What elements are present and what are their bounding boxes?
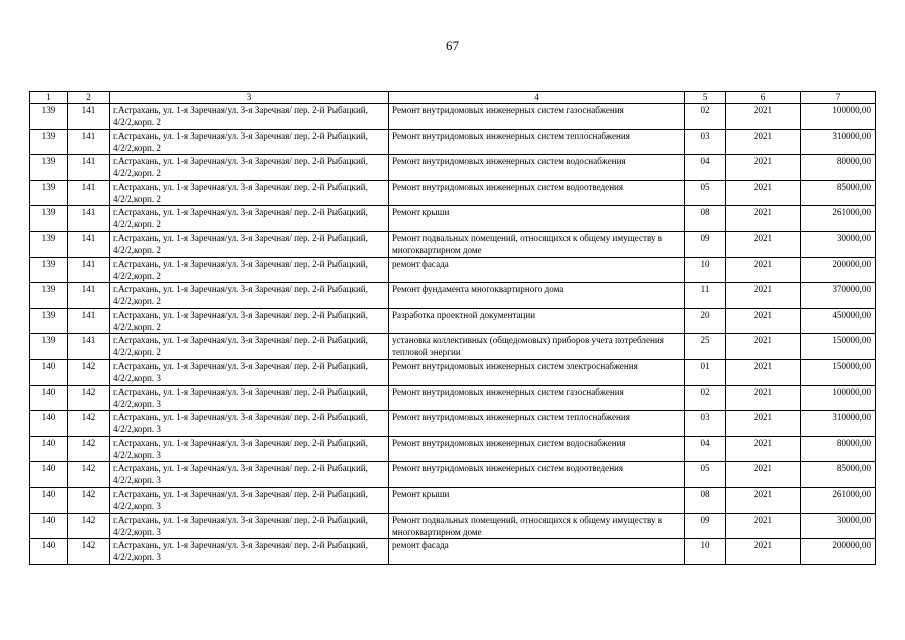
- work-code-cell: 02: [685, 104, 726, 130]
- row-number-cell: 140: [30, 487, 68, 513]
- amount-cell: 261000,00: [801, 206, 876, 232]
- address-cell: г.Астрахань, ул. 1-я Заречная/ул. 3-я Заречная/ пер. 2-й Рыбацкий, 4/2/2,корп. 3: [110, 359, 389, 385]
- work-type-cell: установка коллективных (общедомовых) приборов учета потребления тепловой энергии: [389, 334, 685, 360]
- row-number-cell: 139: [30, 206, 68, 232]
- page-number: 67: [446, 38, 459, 53]
- work-code-cell: 10: [685, 539, 726, 565]
- work-type-cell: ремонт фасада: [389, 257, 685, 283]
- amount-cell: 150000,00: [801, 359, 876, 385]
- address-cell: г.Астрахань, ул. 1-я Заречная/ул. 3-я Заречная/ пер. 2-й Рыбацкий, 4/2/2,корп. 2: [110, 206, 389, 232]
- year-cell: 2021: [726, 231, 801, 257]
- object-number-cell: 141: [68, 334, 110, 360]
- address-cell: г.Астрахань, ул. 1-я Заречная/ул. 3-я Заречная/ пер. 2-й Рыбацкий, 4/2/2,корп. 3: [110, 487, 389, 513]
- work-type-cell: Ремонт крыши: [389, 487, 685, 513]
- work-type-cell: Разработка проектной документации: [389, 308, 685, 334]
- work-code-cell: 01: [685, 359, 726, 385]
- table-row: [30, 155, 876, 181]
- object-number-cell: 142: [68, 539, 110, 565]
- object-number-cell: 141: [68, 231, 110, 257]
- table-row: [30, 283, 876, 309]
- amount-cell: 100000,00: [801, 104, 876, 130]
- amount-cell: 30000,00: [801, 513, 876, 539]
- work-type-cell: Ремонт подвальных помещений, относящихся к общему имуществу в многоквартирном доме: [389, 513, 685, 539]
- work-code-cell: 08: [685, 206, 726, 232]
- object-number-cell: 142: [68, 513, 110, 539]
- object-number-cell: 141: [68, 104, 110, 130]
- row-number-cell: 140: [30, 411, 68, 437]
- amount-cell: 85000,00: [801, 462, 876, 488]
- address-cell: г.Астрахань, ул. 1-я Заречная/ул. 3-я Заречная/ пер. 2-й Рыбацкий, 4/2/2,корп. 3: [110, 385, 389, 411]
- work-code-cell: 04: [685, 155, 726, 181]
- year-cell: 2021: [726, 436, 801, 462]
- address-cell: г.Астрахань, ул. 1-я Заречная/ул. 3-я Заречная/ пер. 2-й Рыбацкий, 4/2/2,корп. 2: [110, 283, 389, 309]
- year-cell: 2021: [726, 513, 801, 539]
- year-cell: 2021: [726, 539, 801, 565]
- table-row: [30, 513, 876, 539]
- table-row: [30, 334, 876, 360]
- address-cell: г.Астрахань, ул. 1-я Заречная/ул. 3-я Заречная/ пер. 2-й Рыбацкий, 4/2/2,корп. 3: [110, 539, 389, 565]
- column-header: 1: [30, 92, 68, 104]
- work-code-cell: 09: [685, 513, 726, 539]
- table-row: [30, 104, 876, 130]
- address-cell: г.Астрахань, ул. 1-я Заречная/ул. 3-я Заречная/ пер. 2-й Рыбацкий, 4/2/2,корп. 2: [110, 129, 389, 155]
- work-type-cell: ремонт фасада: [389, 539, 685, 565]
- object-number-cell: 141: [68, 180, 110, 206]
- amount-cell: 200000,00: [801, 257, 876, 283]
- work-code-cell: 03: [685, 411, 726, 437]
- header-row: [30, 92, 876, 104]
- column-header: 5: [685, 92, 726, 104]
- object-number-cell: 141: [68, 257, 110, 283]
- table-row: [30, 129, 876, 155]
- row-number-cell: 139: [30, 155, 68, 181]
- row-number-cell: 140: [30, 462, 68, 488]
- table-row: [30, 462, 876, 488]
- row-number-cell: 140: [30, 513, 68, 539]
- year-cell: 2021: [726, 129, 801, 155]
- table-row: [30, 539, 876, 565]
- address-cell: г.Астрахань, ул. 1-я Заречная/ул. 3-я Заречная/ пер. 2-й Рыбацкий, 4/2/2,корп. 2: [110, 180, 389, 206]
- row-number-cell: 139: [30, 283, 68, 309]
- address-cell: г.Астрахань, ул. 1-я Заречная/ул. 3-я Заречная/ пер. 2-й Рыбацкий, 4/2/2,корп. 2: [110, 308, 389, 334]
- table-row: [30, 411, 876, 437]
- table-row: [30, 257, 876, 283]
- year-cell: 2021: [726, 411, 801, 437]
- column-header: 6: [726, 92, 801, 104]
- table-row: [30, 436, 876, 462]
- table-row: [30, 359, 876, 385]
- work-type-cell: Ремонт внутридомовых инженерных систем газоснабжения: [389, 104, 685, 130]
- row-number-cell: 139: [30, 231, 68, 257]
- work-type-cell: Ремонт внутридомовых инженерных систем газоснабжения: [389, 385, 685, 411]
- work-type-cell: Ремонт крыши: [389, 206, 685, 232]
- work-type-cell: Ремонт внутридомовых инженерных систем электроснабжения: [389, 359, 685, 385]
- address-cell: г.Астрахань, ул. 1-я Заречная/ул. 3-я Заречная/ пер. 2-й Рыбацкий, 4/2/2,корп. 2: [110, 104, 389, 130]
- work-code-cell: 08: [685, 487, 726, 513]
- work-code-cell: 10: [685, 257, 726, 283]
- object-number-cell: 141: [68, 283, 110, 309]
- work-code-cell: 04: [685, 436, 726, 462]
- address-cell: г.Астрахань, ул. 1-я Заречная/ул. 3-я Заречная/ пер. 2-й Рыбацкий, 4/2/2,корп. 2: [110, 155, 389, 181]
- work-code-cell: 03: [685, 129, 726, 155]
- work-code-cell: 02: [685, 385, 726, 411]
- work-code-cell: 09: [685, 231, 726, 257]
- table-row: [30, 487, 876, 513]
- amount-cell: 30000,00: [801, 231, 876, 257]
- year-cell: 2021: [726, 257, 801, 283]
- table-row: [30, 385, 876, 411]
- table-row: [30, 308, 876, 334]
- column-header: 4: [389, 92, 685, 104]
- column-header: 7: [801, 92, 876, 104]
- object-number-cell: 142: [68, 411, 110, 437]
- row-number-cell: 139: [30, 257, 68, 283]
- table-row: [30, 206, 876, 232]
- amount-cell: 80000,00: [801, 436, 876, 462]
- work-type-cell: Ремонт фундамента многоквартирного дома: [389, 283, 685, 309]
- year-cell: 2021: [726, 155, 801, 181]
- row-number-cell: 140: [30, 359, 68, 385]
- object-number-cell: 141: [68, 308, 110, 334]
- work-code-cell: 05: [685, 180, 726, 206]
- year-cell: 2021: [726, 462, 801, 488]
- column-header: 3: [110, 92, 389, 104]
- work-code-cell: 25: [685, 334, 726, 360]
- amount-cell: 200000,00: [801, 539, 876, 565]
- year-cell: 2021: [726, 104, 801, 130]
- object-number-cell: 142: [68, 487, 110, 513]
- year-cell: 2021: [726, 385, 801, 411]
- year-cell: 2021: [726, 487, 801, 513]
- work-type-cell: Ремонт внутридомовых инженерных систем водоотведения: [389, 462, 685, 488]
- address-cell: г.Астрахань, ул. 1-я Заречная/ул. 3-я Заречная/ пер. 2-й Рыбацкий, 4/2/2,корп. 3: [110, 411, 389, 437]
- amount-cell: 80000,00: [801, 155, 876, 181]
- object-number-cell: 141: [68, 206, 110, 232]
- work-code-cell: 20: [685, 308, 726, 334]
- work-type-cell: Ремонт внутридомовых инженерных систем водоснабжения: [389, 155, 685, 181]
- year-cell: 2021: [726, 334, 801, 360]
- amount-cell: 450000,00: [801, 308, 876, 334]
- address-cell: г.Астрахань, ул. 1-я Заречная/ул. 3-я Заречная/ пер. 2-й Рыбацкий, 4/2/2,корп. 3: [110, 513, 389, 539]
- year-cell: 2021: [726, 180, 801, 206]
- amount-cell: 310000,00: [801, 129, 876, 155]
- row-number-cell: 139: [30, 334, 68, 360]
- address-cell: г.Астрахань, ул. 1-я Заречная/ул. 3-я Заречная/ пер. 2-й Рыбацкий, 4/2/2,корп. 2: [110, 257, 389, 283]
- work-type-cell: Ремонт внутридомовых инженерных систем теплоснабжения: [389, 411, 685, 437]
- work-type-cell: Ремонт внутридомовых инженерных систем водоотведения: [389, 180, 685, 206]
- work-code-cell: 05: [685, 462, 726, 488]
- row-number-cell: 140: [30, 539, 68, 565]
- address-cell: г.Астрахань, ул. 1-я Заречная/ул. 3-я Заречная/ пер. 2-й Рыбацкий, 4/2/2,корп. 2: [110, 334, 389, 360]
- object-number-cell: 142: [68, 436, 110, 462]
- address-cell: г.Астрахань, ул. 1-я Заречная/ул. 3-я Заречная/ пер. 2-й Рыбацкий, 4/2/2,корп. 2: [110, 231, 389, 257]
- amount-cell: 150000,00: [801, 334, 876, 360]
- column-header: 2: [68, 92, 110, 104]
- amount-cell: 85000,00: [801, 180, 876, 206]
- work-type-cell: Ремонт внутридомовых инженерных систем теплоснабжения: [389, 129, 685, 155]
- row-number-cell: 139: [30, 129, 68, 155]
- table-row: [30, 180, 876, 206]
- row-number-cell: 139: [30, 308, 68, 334]
- object-number-cell: 141: [68, 129, 110, 155]
- object-number-cell: 142: [68, 462, 110, 488]
- year-cell: 2021: [726, 206, 801, 232]
- amount-cell: 261000,00: [801, 487, 876, 513]
- amount-cell: 310000,00: [801, 411, 876, 437]
- object-number-cell: 142: [68, 385, 110, 411]
- amount-cell: 100000,00: [801, 385, 876, 411]
- works-table: [29, 91, 876, 565]
- work-type-cell: Ремонт внутридомовых инженерных систем водоснабжения: [389, 436, 685, 462]
- row-number-cell: 140: [30, 436, 68, 462]
- row-number-cell: 139: [30, 180, 68, 206]
- address-cell: г.Астрахань, ул. 1-я Заречная/ул. 3-я Заречная/ пер. 2-й Рыбацкий, 4/2/2,корп. 3: [110, 436, 389, 462]
- row-number-cell: 140: [30, 385, 68, 411]
- object-number-cell: 141: [68, 155, 110, 181]
- row-number-cell: 139: [30, 104, 68, 130]
- work-type-cell: Ремонт подвальных помещений, относящихся к общему имуществу в многоквартирном доме: [389, 231, 685, 257]
- year-cell: 2021: [726, 308, 801, 334]
- amount-cell: 370000,00: [801, 283, 876, 309]
- object-number-cell: 142: [68, 359, 110, 385]
- address-cell: г.Астрахань, ул. 1-я Заречная/ул. 3-я Заречная/ пер. 2-й Рыбацкий, 4/2/2,корп. 3: [110, 462, 389, 488]
- year-cell: 2021: [726, 283, 801, 309]
- year-cell: 2021: [726, 359, 801, 385]
- work-code-cell: 11: [685, 283, 726, 309]
- table-row: [30, 231, 876, 257]
